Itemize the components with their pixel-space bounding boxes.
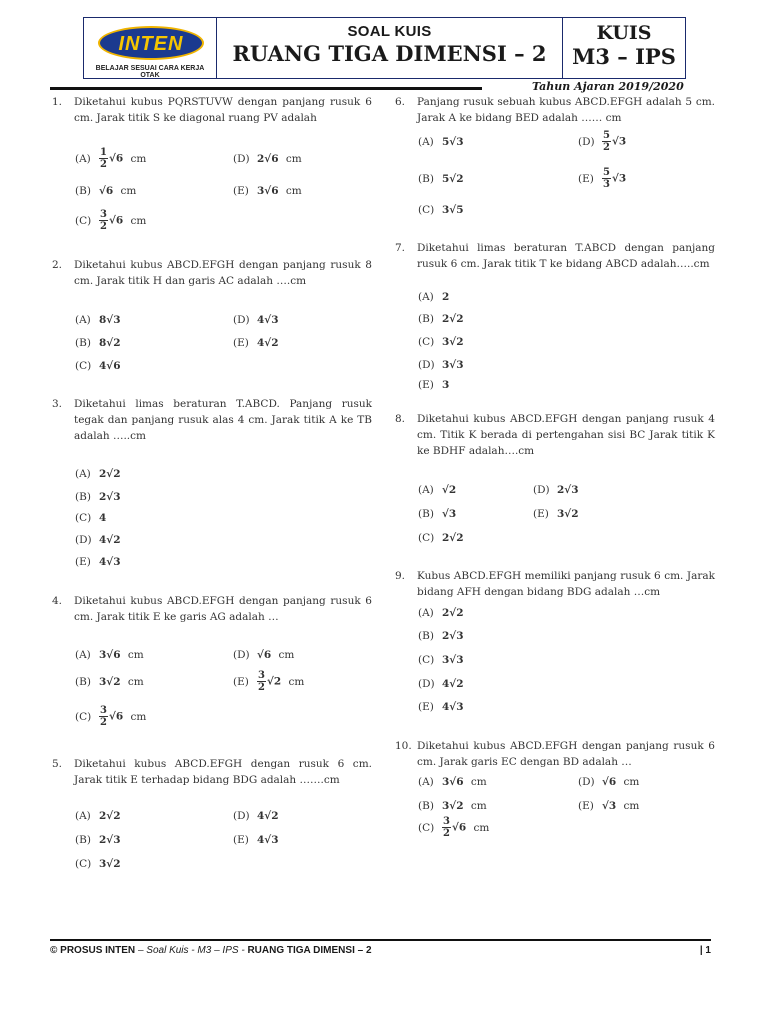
question-number: 8. <box>395 413 406 425</box>
option-value: 2 <box>442 291 450 303</box>
option-label: (E) <box>418 701 434 713</box>
option-5-b <box>75 834 121 846</box>
option-label: (A) <box>418 484 434 496</box>
option-label: (B) <box>75 676 91 688</box>
page-number: | 1 <box>699 945 711 956</box>
fraction: $\frac{3}{2}$ <box>258 670 265 693</box>
option-label: (B) <box>418 800 434 812</box>
option-label: (B) <box>418 313 434 325</box>
option-2-c <box>75 360 121 372</box>
option-9-e <box>418 701 464 713</box>
option-2-d <box>233 314 279 326</box>
option-label: (C) <box>75 858 92 870</box>
fraction: $\frac{3}{2}$ <box>443 816 450 839</box>
option-label: (A) <box>75 649 91 661</box>
option-8-d <box>533 484 579 496</box>
option-label: (A) <box>418 776 434 788</box>
option-1-e <box>233 185 302 197</box>
option-label: (A) <box>75 810 91 822</box>
footer <box>50 945 711 956</box>
option-9-c <box>418 654 464 666</box>
footer-rule <box>50 939 711 941</box>
option-unit: cm <box>124 649 144 661</box>
option-value: 2√2 <box>442 607 464 619</box>
option-value: √6 <box>451 821 467 834</box>
option-6-c <box>418 204 464 216</box>
option-label: (D) <box>75 534 92 546</box>
option-label: (D) <box>233 810 250 822</box>
option-value: 3√6 <box>99 649 121 661</box>
option-label: (A) <box>418 607 434 619</box>
option-value: √2 <box>266 675 282 688</box>
option-label: (C) <box>75 360 92 372</box>
option-4-d <box>233 649 294 661</box>
option-label: (E) <box>233 337 249 349</box>
option-value: √3 <box>442 508 457 520</box>
option-4-b <box>75 676 144 688</box>
option-7-b <box>418 313 464 325</box>
question-text: Diketahui kubus PQRSTUVW dengan panjang rusuk 6 cm. Jarak titik S ke diagonal ruang PV adalah <box>74 96 372 124</box>
option-unit: cm <box>127 214 147 227</box>
option-label: (D) <box>418 359 435 371</box>
option-label: (D) <box>578 776 595 788</box>
option-value: 2√3 <box>99 491 121 503</box>
fraction: $\frac{3}{2}$ <box>100 705 107 728</box>
question-text: Diketahui kubus ABCD.EFGH dengan panjang rusuk 4 cm. Titik K berada di pertengahan sisi BC Jarak titik K ke BDHF adalah….cm <box>417 413 715 457</box>
question-number: 7. <box>395 242 406 254</box>
option-label: (E) <box>233 834 249 846</box>
option-unit: cm <box>467 776 487 788</box>
option-label: (A) <box>75 468 91 480</box>
option-label: (E) <box>233 675 249 688</box>
option-5-e <box>233 834 279 846</box>
option-value: 3√6 <box>442 776 464 788</box>
option-value: 2√2 <box>442 313 464 325</box>
option-value: 4√2 <box>99 534 121 546</box>
question-text: Diketahui kubus ABCD.EFGH dengan panjang rusuk 6 cm. Jarak titik E ke garis AG adalah … <box>74 595 372 623</box>
option-unit: cm <box>275 649 295 661</box>
option-value: 2√2 <box>99 468 121 480</box>
option-value: 4√2 <box>257 337 279 349</box>
option-value: 3√6 <box>257 185 279 197</box>
option-1-c <box>75 209 146 232</box>
option-label: (B) <box>75 185 91 197</box>
code-cell <box>563 18 685 78</box>
option-unit: cm <box>117 185 137 197</box>
option-value: 4√3 <box>99 556 121 568</box>
option-label: (A) <box>418 136 434 148</box>
option-unit: cm <box>620 776 640 788</box>
option-3-a <box>75 468 121 480</box>
option-value: √2 <box>442 484 457 496</box>
option-value: 3√2 <box>442 336 464 348</box>
option-7-a <box>418 291 449 303</box>
option-label: (C) <box>418 654 435 666</box>
option-value: 2√3 <box>557 484 579 496</box>
option-value: √3 <box>602 800 617 812</box>
option-value: 4√3 <box>442 701 464 713</box>
code-top: KUIS <box>596 22 652 44</box>
fraction: $\frac{5}{3}$ <box>603 167 610 190</box>
option-4-e <box>233 670 304 693</box>
question-number: 4. <box>52 595 63 607</box>
option-6-e <box>578 167 626 190</box>
option-1-d <box>233 153 302 165</box>
option-label: (B) <box>75 337 91 349</box>
option-label: (C) <box>75 512 92 524</box>
option-unit: cm <box>127 710 147 723</box>
option-label: (D) <box>418 678 435 690</box>
option-unit: cm <box>282 153 302 165</box>
option-8-e <box>533 508 579 520</box>
option-label: (C) <box>418 336 435 348</box>
option-9-d <box>418 678 464 690</box>
option-label: (B) <box>418 173 434 185</box>
option-value: √6 <box>257 649 272 661</box>
option-10-b <box>418 800 487 812</box>
option-label: (C) <box>418 532 435 544</box>
question-text: Diketahui kubus ABCD.EFGH dengan panjang rusuk 6 cm. Jarak garis EC dengan BD adalah … <box>417 740 715 768</box>
option-value: 3√2 <box>99 676 121 688</box>
option-value: √6 <box>602 776 617 788</box>
inten-logo <box>98 26 204 60</box>
question-text: Diketahui limas beraturan T.ABCD dengan panjang rusuk 6 cm. Jarak titik T ke bidang ABCD adalah…..cm <box>417 242 715 270</box>
option-label: (A) <box>75 314 91 326</box>
option-value: 5√2 <box>442 173 464 185</box>
page-title: RUANG TIGA DIMENSI – 2 <box>232 41 547 66</box>
logo-text: INTEN <box>118 33 184 55</box>
option-value: √3 <box>611 135 627 148</box>
option-unit: cm <box>124 676 144 688</box>
option-5-c <box>75 858 121 870</box>
option-3-d <box>75 534 121 546</box>
option-label: (B) <box>418 630 434 642</box>
option-unit: cm <box>467 800 487 812</box>
option-label: (A) <box>75 152 91 165</box>
option-3-b <box>75 491 121 503</box>
option-value: √6 <box>108 152 124 165</box>
option-7-c <box>418 336 464 348</box>
option-2-b <box>75 337 121 349</box>
option-value: 3√3 <box>442 654 464 666</box>
fraction: $\frac{1}{2}$ <box>100 147 107 170</box>
option-4-a <box>75 649 144 661</box>
option-label: (C) <box>75 214 92 227</box>
option-1-a <box>75 147 146 170</box>
option-value: 8√2 <box>99 337 121 349</box>
option-10-e <box>578 800 639 812</box>
title-small: SOAL KUIS <box>347 23 432 40</box>
option-6-a <box>418 136 464 148</box>
option-9-a <box>418 607 464 619</box>
question-number: 10. <box>395 740 412 752</box>
option-label: (D) <box>578 135 595 148</box>
option-label: (D) <box>533 484 550 496</box>
option-1-b <box>75 185 136 197</box>
footer-topic: RUANG TIGA DIMENSI – 2 <box>247 945 372 956</box>
option-value: 4√3 <box>257 314 279 326</box>
option-label: (E) <box>418 379 434 391</box>
option-value: 4√2 <box>442 678 464 690</box>
option-6-d <box>578 130 626 153</box>
fraction: $\frac{3}{2}$ <box>100 209 107 232</box>
option-3-e <box>75 556 121 568</box>
code-bottom: M3 – IPS <box>572 44 676 69</box>
option-label: (B) <box>75 491 91 503</box>
option-value: 4 <box>99 512 107 524</box>
option-value: 4√2 <box>257 810 279 822</box>
header-box <box>83 17 686 79</box>
option-8-c <box>418 532 464 544</box>
question-text: Diketahui kubus ABCD.EFGH dengan panjang rusuk 8 cm. Jarak titik H dan garis AC adalah ….cm <box>74 259 372 287</box>
question-number: 2. <box>52 259 63 271</box>
option-value: 4√3 <box>257 834 279 846</box>
option-value: 2√3 <box>99 834 121 846</box>
option-9-b <box>418 630 464 642</box>
option-label: (E) <box>578 800 594 812</box>
option-label: (E) <box>233 185 249 197</box>
option-7-e <box>418 379 449 391</box>
academic-year: Tahun Ajaran 2019/2020 <box>532 80 684 93</box>
option-10-d <box>578 776 639 788</box>
footer-middle: – Soal Kuis - M3 – IPS - <box>137 945 245 956</box>
question-number: 6. <box>395 96 406 108</box>
question-text: Diketahui kubus ABCD.EFGH dengan rusuk 6 cm. Jarak titik E terhadap bidang BDG adalah …….cm <box>74 758 372 786</box>
option-10-c <box>418 816 489 839</box>
option-unit: cm <box>127 152 147 165</box>
option-value: 8√3 <box>99 314 121 326</box>
option-value: 3√2 <box>99 858 121 870</box>
option-6-b <box>418 173 464 185</box>
option-label: (C) <box>75 710 92 723</box>
option-4-c <box>75 705 146 728</box>
option-value: √6 <box>108 710 124 723</box>
option-label: (B) <box>75 834 91 846</box>
option-value: 2√2 <box>99 810 121 822</box>
option-10-a <box>418 776 487 788</box>
option-value: 3√2 <box>557 508 579 520</box>
option-2-e <box>233 337 279 349</box>
question-text: Diketahui limas beraturan T.ABCD. Panjang rusuk tegak dan panjang rusuk alas 4 cm. Jarak titik A ke TB adalah …..cm <box>74 398 372 442</box>
option-unit: cm <box>282 185 302 197</box>
option-value: 3√5 <box>442 204 464 216</box>
option-value: 2√2 <box>442 532 464 544</box>
option-value: 2√6 <box>257 153 279 165</box>
option-5-a <box>75 810 121 822</box>
question-number: 9. <box>395 570 406 582</box>
option-label: (B) <box>418 508 434 520</box>
title-cell <box>217 18 563 78</box>
option-label: (A) <box>418 291 434 303</box>
logo-cell <box>84 18 217 78</box>
option-7-d <box>418 359 464 371</box>
option-value: 3√3 <box>442 359 464 371</box>
logo-tagline: BELAJAR SESUAI CARA KERJA OTAK <box>95 65 205 79</box>
option-5-d <box>233 810 279 822</box>
option-8-a <box>418 484 456 496</box>
option-label: (C) <box>418 204 435 216</box>
option-label: (D) <box>233 649 250 661</box>
option-value: √6 <box>108 214 124 227</box>
option-label: (D) <box>233 153 250 165</box>
option-label: (C) <box>418 821 435 834</box>
option-value: 3 <box>442 379 450 391</box>
option-label: (E) <box>75 556 91 568</box>
option-label: (E) <box>533 508 549 520</box>
option-value: 3√2 <box>442 800 464 812</box>
option-label: (E) <box>578 172 594 185</box>
header-rule <box>50 87 482 90</box>
option-value: √3 <box>611 172 627 185</box>
option-value: 5√3 <box>442 136 464 148</box>
question-text: Panjang rusuk sebuah kubus ABCD.EFGH adalah 5 cm. Jarak A ke bidang BED adalah …… cm <box>417 96 715 124</box>
option-unit: cm <box>620 800 640 812</box>
question-number: 5. <box>52 758 63 770</box>
option-unit: cm <box>470 821 490 834</box>
option-2-a <box>75 314 121 326</box>
option-value: 4√6 <box>99 360 121 372</box>
fraction: $\frac{5}{2}$ <box>603 130 610 153</box>
option-3-c <box>75 512 106 524</box>
option-unit: cm <box>285 675 305 688</box>
option-label: (D) <box>233 314 250 326</box>
question-text: Kubus ABCD.EFGH memiliki panjang rusuk 6 cm. Jarak bidang AFH dengan bidang BDG adalah …cm <box>417 570 715 598</box>
option-value: 2√3 <box>442 630 464 642</box>
question-number: 1. <box>52 96 63 108</box>
option-value: √6 <box>99 185 114 197</box>
option-8-b <box>418 508 456 520</box>
footer-brand: © PROSUS INTEN <box>50 945 136 956</box>
question-number: 3. <box>52 398 63 410</box>
